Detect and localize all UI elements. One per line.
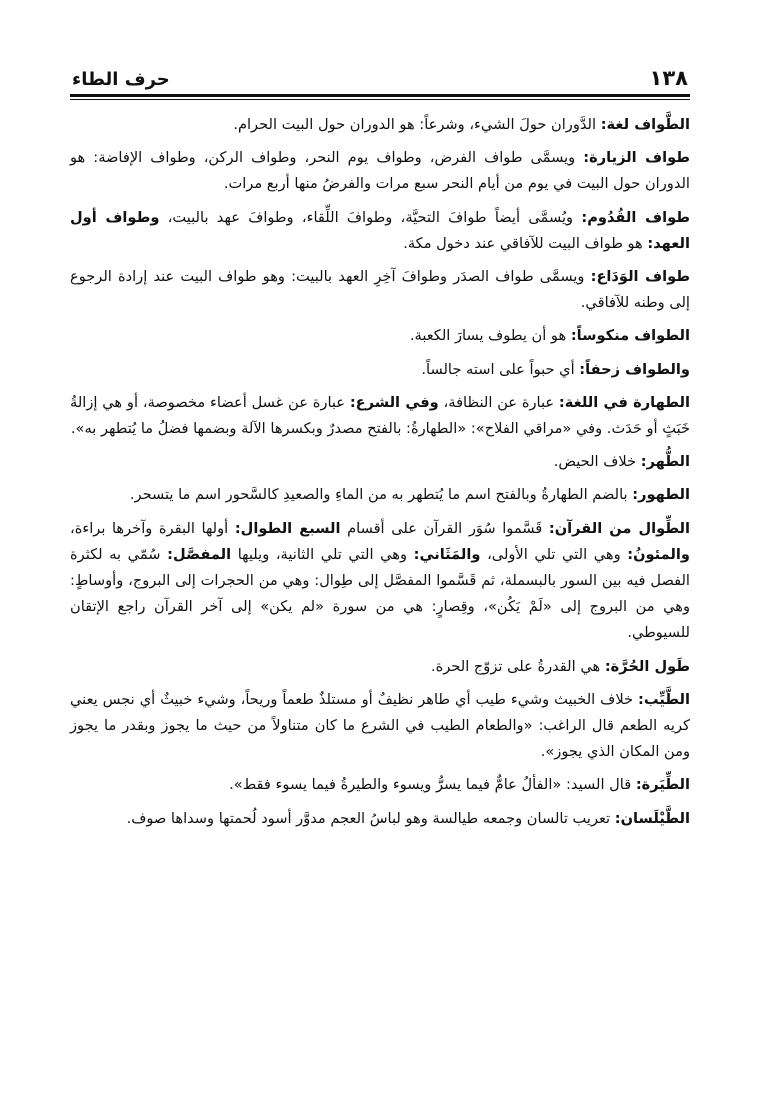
page-header <box>70 58 690 90</box>
entry-tawaf-lugha <box>70 112 690 138</box>
entry-tawaf-wada <box>70 264 690 316</box>
entry-text: هي القدرةُ على تزوّج الحرة. <box>430 657 605 675</box>
header-rule-thin <box>70 99 690 100</box>
entry-term: الطِّوال من القرآن: <box>548 519 690 537</box>
entry-text: بالضم الطهارةُ وبالفتح اسم ما يُتطهر به من الماءِ والصعيدِ كالسَّحور اسم ما يتسحر. <box>129 486 633 504</box>
entry-text: وهي التي تلي الأولى، <box>480 545 628 563</box>
entry-tawaf-zahfan <box>70 357 690 383</box>
entry-text: أي حبواً على استه جالساً. <box>421 360 580 378</box>
entry-text: هو أن يطوف يسارَ الكعبة. <box>409 327 571 345</box>
entry-subterm: وفي الشرع: <box>349 393 439 411</box>
entry-term: الطَّيْلَسان: <box>614 809 690 827</box>
entry-text: وهي التي تلي الثانية، ويليها <box>231 545 414 563</box>
book-page <box>70 58 690 1068</box>
entry-text: أولها البقرة وآخرها براءة، <box>70 519 235 537</box>
entry-text: ويسمَّى طواف الفرض، وطواف يوم النحر، وطواف الركن، وطواف الإفاضة: هو الدوران حول البيت في يوم من أيام النحر سبع مرات والفرضُ منها أربع مرات. <box>70 149 690 193</box>
entry-subterm: السبع الطوال: <box>234 519 341 537</box>
entry-term: الطُّهر: <box>640 453 690 471</box>
entry-term: الطهور: <box>632 486 690 504</box>
entry-term: الطواف منكوساً: <box>570 327 690 345</box>
section-title: حرف الطاء <box>72 69 170 90</box>
entry-subterm: والمَثَاني: <box>413 545 481 563</box>
entry-text: قَسَّموا سُوَر القرآن على أقسام <box>340 519 549 537</box>
entry-term: والطواف زحفاً: <box>579 360 690 378</box>
entry-term: طَول الحُرَّة: <box>604 657 690 675</box>
entry-tahur <box>70 482 690 508</box>
entry-tawl-hurra <box>70 654 690 680</box>
entry-tiyara <box>70 772 690 798</box>
entry-tahara <box>70 390 690 442</box>
entry-text: ويسمَّى طواف الصدَر وطوافَ آخِرِ العهد بالبيت: وهو طواف البيت عند إرادة الرجوع إلى وطنه للآفاقي. <box>70 268 690 312</box>
entry-tayyib <box>70 687 690 766</box>
entry-term: الطَّيِّب: <box>638 690 690 708</box>
entry-tawaf-ziyara <box>70 145 690 197</box>
entry-term: طواف القُدُوم: <box>581 208 690 226</box>
entry-text: هو طواف البيت للآفاقي عند دخول مكة. <box>403 234 648 252</box>
entry-term: الطهارة في اللغة: <box>558 393 690 411</box>
entry-tuhr <box>70 449 690 475</box>
page-number: ١٣٨ <box>649 66 688 90</box>
entry-text: خلاف الخبيث وشيء طيب أي طاهر نظيفٌ أو مستلذٌ طعماً وريحاً، وشيء خبيثٌ أي نجس يعني كريه الطعم قال الراغب: «والطعام الطيب في الشرع ما كان متناولاً من حيث ما يجوز وبقدر ما يجوز ومن المكان الذي يجوز». <box>70 690 690 761</box>
entry-term: الطِّيَرة: <box>635 776 690 794</box>
entry-text: قال السيد: «الفألُ عامٌّ فيما يسرُّ ويسوء والطيرةُ فيما يسوء فقط». <box>229 776 636 794</box>
entry-tawaf-mankusan <box>70 323 690 349</box>
entry-tawaf-qudum <box>70 205 690 257</box>
entry-text: عبارة عن غسل أعضاء مخصوصة، أو هي إزالةُ خَبَثٍ أو حَدَث. وفي «مراقي الفلاح»: «الطهارةُ: بالفتح مصدرٌ وبكسرها الآلة وبضمها فضلُ ما يُتطهر به». <box>70 393 690 438</box>
entry-text: سُمّي به لكثرة الفصل فيه بين السور بالبسملة، ثم قَسَّموا المفصَّل إلى طِوال: وهي من الحجرات إلى البروج، وأوساطٍ: وهي من البروج إلى «لَمْ يَكُن»، وقِصارٍ: هي من سورة «لم يكن» إلى آخر القرآن راجع الإتقان للسيوطي. <box>70 545 690 642</box>
entry-text: ويُسمَّى أيضاً طوافَ التحيَّة، وطوافَ اللِّقاء، وطوافَ عهد بالبيت، <box>159 208 582 226</box>
entry-text: خلاف الحيض. <box>553 453 641 471</box>
entry-text: تعريب تالسان وجمعه طيالسة وهو لباسُ العجم مدوَّر أسود لُحمتها وسداها صوف. <box>126 809 615 827</box>
page-body <box>70 112 690 832</box>
entry-text: عبارة عن النظافة، <box>438 393 559 411</box>
entry-subterm: والمئونُ: <box>627 545 690 563</box>
header-rule-thick <box>70 94 690 97</box>
entry-term: طواف الوَدَاع: <box>590 268 691 286</box>
entry-term: طواف الزيارة: <box>583 149 690 167</box>
entry-taylasan <box>70 806 690 832</box>
entry-subterm: وطواف أول العهد: <box>70 208 690 252</box>
entry-subterm: المفصَّل: <box>167 545 232 563</box>
entry-term: الطَّواف لغة: <box>600 116 690 133</box>
entry-tiwal-quran <box>70 516 690 647</box>
entry-text: الدَّوران حولَ الشيء، وشرعاً: هو الدوران حول البيت الحرام. <box>233 116 601 133</box>
